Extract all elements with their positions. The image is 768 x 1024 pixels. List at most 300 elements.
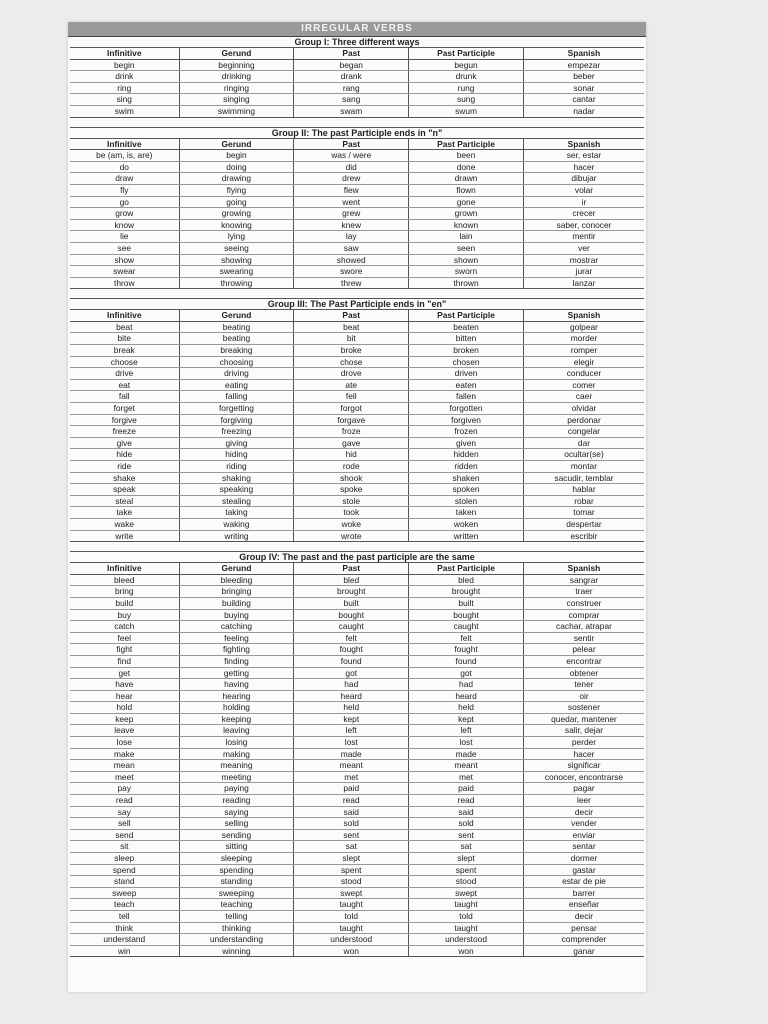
infinitive-cell: write <box>70 530 179 542</box>
infinitive-cell: know <box>70 219 179 231</box>
infinitive-cell: choose <box>70 356 179 368</box>
spanish-cell: mostrar <box>523 254 644 266</box>
table-row <box>70 196 644 208</box>
infinitive-cell: understand <box>70 934 179 946</box>
gerund-cell: feeling <box>179 632 294 644</box>
infinitive-cell: make <box>70 748 179 760</box>
gerund-cell: swimming <box>179 105 294 117</box>
past-cell: sat <box>294 841 409 853</box>
spanish-cell: ganar <box>523 945 644 957</box>
past-participle-cell: known <box>409 219 524 231</box>
group-title: Group III: The Past Participle ends in "en" <box>70 299 644 310</box>
past-participle-cell: fallen <box>409 391 524 403</box>
spanish-cell: sostener <box>523 702 644 714</box>
infinitive-cell: freeze <box>70 426 179 438</box>
infinitive-cell: grow <box>70 208 179 220</box>
spanish-cell: hablar <box>523 484 644 496</box>
infinitive-cell: eat <box>70 379 179 391</box>
past-cell: bit <box>294 333 409 345</box>
table-row <box>70 864 644 876</box>
past-cell: took <box>294 507 409 519</box>
verb-sheet <box>68 22 646 992</box>
spanish-cell: pensar <box>523 922 644 934</box>
gerund-cell: sweeping <box>179 887 294 899</box>
past-participle-cell: spoken <box>409 484 524 496</box>
past-participle-cell: sung <box>409 94 524 106</box>
past-cell: ate <box>294 379 409 391</box>
gerund-cell: leaving <box>179 725 294 737</box>
gerund-cell: giving <box>179 437 294 449</box>
gerund-cell: sitting <box>179 841 294 853</box>
spanish-cell: beber <box>523 71 644 83</box>
past-participle-cell: got <box>409 667 524 679</box>
infinitive-cell: sell <box>70 818 179 830</box>
past-participle-cell: bought <box>409 609 524 621</box>
past-participle-cell: given <box>409 437 524 449</box>
spanish-cell: mentir <box>523 231 644 243</box>
spanish-cell: comer <box>523 379 644 391</box>
past-cell: grew <box>294 208 409 220</box>
table-row <box>70 876 644 888</box>
past-participle-cell: taken <box>409 507 524 519</box>
spanish-cell: jurar <box>523 266 644 278</box>
past-cell: did <box>294 161 409 173</box>
infinitive-header: Infinitive <box>70 139 179 150</box>
infinitive-cell: fight <box>70 644 179 656</box>
table-row <box>70 713 644 725</box>
past-cell: knew <box>294 219 409 231</box>
spanish-cell: traer <box>523 586 644 598</box>
past-cell: wrote <box>294 530 409 542</box>
gerund-cell: sleeping <box>179 853 294 865</box>
past-cell: spoke <box>294 484 409 496</box>
spanish-cell: hacer <box>523 748 644 760</box>
past-cell: woke <box>294 518 409 530</box>
table-row <box>70 574 644 586</box>
spanish-cell: dormer <box>523 853 644 865</box>
spanish-cell: salir, dejar <box>523 725 644 737</box>
gerund-cell: flying <box>179 184 294 196</box>
gerund-header: Gerund <box>179 48 294 59</box>
infinitive-cell: bleed <box>70 574 179 586</box>
spanish-cell: saber, conocer <box>523 219 644 231</box>
past-participle-cell: stood <box>409 876 524 888</box>
infinitive-cell: fly <box>70 184 179 196</box>
spanish-cell: cantar <box>523 94 644 106</box>
group-title: Group IV: The past and the past participle are the same <box>70 552 644 563</box>
infinitive-cell: show <box>70 254 179 266</box>
infinitive-cell: do <box>70 161 179 173</box>
gerund-cell: driving <box>179 368 294 380</box>
past-cell: was / were <box>294 150 409 162</box>
gerund-cell: drinking <box>179 71 294 83</box>
spanish-cell: empezar <box>523 59 644 71</box>
infinitive-cell: build <box>70 597 179 609</box>
past-cell: caught <box>294 621 409 633</box>
gerund-cell: showing <box>179 254 294 266</box>
spanish-cell: leer <box>523 795 644 807</box>
past-participle-cell: taught <box>409 899 524 911</box>
past-cell: beat <box>294 321 409 333</box>
past-cell: sold <box>294 818 409 830</box>
infinitive-cell: spend <box>70 864 179 876</box>
spanish-header: Spanish <box>523 563 644 574</box>
table-row <box>70 853 644 865</box>
table-row <box>70 621 644 633</box>
infinitive-cell: lose <box>70 737 179 749</box>
past-participle-cell: driven <box>409 368 524 380</box>
gerund-cell: throwing <box>179 277 294 289</box>
past-cell: taught <box>294 899 409 911</box>
past-participle-cell: shown <box>409 254 524 266</box>
spanish-cell: dibujar <box>523 173 644 185</box>
infinitive-cell: say <box>70 806 179 818</box>
past-cell: hid <box>294 449 409 461</box>
gerund-cell: finding <box>179 655 294 667</box>
gerund-cell: beginning <box>179 59 294 71</box>
past-participle-cell: built <box>409 597 524 609</box>
spanish-header: Spanish <box>523 139 644 150</box>
past-participle-cell: sat <box>409 841 524 853</box>
past-cell: forgave <box>294 414 409 426</box>
gerund-cell: begin <box>179 150 294 162</box>
past-participle-cell: been <box>409 150 524 162</box>
spanish-cell: robar <box>523 495 644 507</box>
gerund-cell: thinking <box>179 922 294 934</box>
past-participle-cell: gone <box>409 196 524 208</box>
table-row <box>70 403 644 415</box>
past-cell: stole <box>294 495 409 507</box>
gerund-cell: sending <box>179 829 294 841</box>
gerund-cell: forgiving <box>179 414 294 426</box>
gerund-cell: choosing <box>179 356 294 368</box>
table-row <box>70 426 644 438</box>
gerund-cell: fighting <box>179 644 294 656</box>
gerund-header: Gerund <box>179 310 294 321</box>
infinitive-cell: sleep <box>70 853 179 865</box>
past-participle-cell: had <box>409 679 524 691</box>
spanish-cell: gastar <box>523 864 644 876</box>
past-participle-cell: seen <box>409 242 524 254</box>
spanish-cell: ver <box>523 242 644 254</box>
verb-table <box>70 48 644 118</box>
table-row <box>70 690 644 702</box>
past-cell: went <box>294 196 409 208</box>
infinitive-cell: send <box>70 829 179 841</box>
gerund-cell: telling <box>179 910 294 922</box>
past-participle-cell: found <box>409 655 524 667</box>
table-header-row <box>70 139 644 150</box>
past-cell: broke <box>294 345 409 357</box>
gerund-cell: standing <box>179 876 294 888</box>
gerund-cell: spending <box>179 864 294 876</box>
table-row <box>70 922 644 934</box>
gerund-cell: writing <box>179 530 294 542</box>
table-row <box>70 59 644 71</box>
gerund-cell: drawing <box>179 173 294 185</box>
past-participle-cell: meant <box>409 760 524 772</box>
infinitive-cell: bite <box>70 333 179 345</box>
table-row <box>70 94 644 106</box>
infinitive-cell: wake <box>70 518 179 530</box>
past-cell: drew <box>294 173 409 185</box>
table-row <box>70 887 644 899</box>
gerund-cell: breaking <box>179 345 294 357</box>
past-cell: understood <box>294 934 409 946</box>
table-row <box>70 632 644 644</box>
gerund-cell: freezing <box>179 426 294 438</box>
gerund-cell: knowing <box>179 219 294 231</box>
table-row <box>70 484 644 496</box>
infinitive-cell: fall <box>70 391 179 403</box>
gerund-cell: going <box>179 196 294 208</box>
past-participle-cell: ridden <box>409 461 524 473</box>
past-cell: rang <box>294 82 409 94</box>
past-participle-header: Past Participle <box>409 563 524 574</box>
infinitive-cell: lie <box>70 231 179 243</box>
past-participle-cell: bled <box>409 574 524 586</box>
gerund-cell: selling <box>179 818 294 830</box>
spanish-cell: enseñar <box>523 899 644 911</box>
gerund-header: Gerund <box>179 563 294 574</box>
past-participle-cell: chosen <box>409 356 524 368</box>
spanish-cell: montar <box>523 461 644 473</box>
table-row <box>70 219 644 231</box>
table-header-row <box>70 310 644 321</box>
past-cell: forgot <box>294 403 409 415</box>
table-row <box>70 518 644 530</box>
infinitive-cell: keep <box>70 713 179 725</box>
past-header: Past <box>294 563 409 574</box>
past-participle-cell: stolen <box>409 495 524 507</box>
infinitive-cell: swim <box>70 105 179 117</box>
past-participle-cell: spent <box>409 864 524 876</box>
past-participle-cell: paid <box>409 783 524 795</box>
past-cell: sent <box>294 829 409 841</box>
infinitive-cell: read <box>70 795 179 807</box>
gerund-header: Gerund <box>179 139 294 150</box>
past-participle-cell: bitten <box>409 333 524 345</box>
spanish-cell: enviar <box>523 829 644 841</box>
past-participle-cell: swum <box>409 105 524 117</box>
gerund-cell: losing <box>179 737 294 749</box>
spanish-cell: despertar <box>523 518 644 530</box>
spanish-cell: decir <box>523 806 644 818</box>
infinitive-cell: throw <box>70 277 179 289</box>
gerund-cell: swearing <box>179 266 294 278</box>
table-row <box>70 333 644 345</box>
past-participle-cell: hidden <box>409 449 524 461</box>
past-cell: threw <box>294 277 409 289</box>
group-title: Group I: Three different ways <box>70 37 644 48</box>
past-cell: had <box>294 679 409 691</box>
gerund-cell: having <box>179 679 294 691</box>
table-row <box>70 507 644 519</box>
table-row <box>70 379 644 391</box>
table-row <box>70 414 644 426</box>
infinitive-cell: ride <box>70 461 179 473</box>
spanish-cell: oir <box>523 690 644 702</box>
past-participle-cell: sworn <box>409 266 524 278</box>
gerund-cell: keeping <box>179 713 294 725</box>
infinitive-cell: shake <box>70 472 179 484</box>
table-row <box>70 679 644 691</box>
table-row <box>70 231 644 243</box>
infinitive-cell: buy <box>70 609 179 621</box>
past-participle-cell: told <box>409 910 524 922</box>
past-cell: bought <box>294 609 409 621</box>
spanish-cell: decir <box>523 910 644 922</box>
past-participle-cell: sold <box>409 818 524 830</box>
gerund-cell: paying <box>179 783 294 795</box>
infinitive-cell: win <box>70 945 179 957</box>
verb-table <box>70 139 644 290</box>
gerund-cell: doing <box>179 161 294 173</box>
past-cell: showed <box>294 254 409 266</box>
verb-table <box>70 563 644 957</box>
spanish-cell: vender <box>523 818 644 830</box>
table-row <box>70 586 644 598</box>
table-row <box>70 254 644 266</box>
past-participle-cell: eaten <box>409 379 524 391</box>
past-participle-cell: kept <box>409 713 524 725</box>
table-row <box>70 277 644 289</box>
past-participle-cell: drawn <box>409 173 524 185</box>
past-participle-cell: rung <box>409 82 524 94</box>
spanish-cell: elegir <box>523 356 644 368</box>
group-title: Group II: The past Participle ends in "n" <box>70 128 644 139</box>
spanish-cell: dar <box>523 437 644 449</box>
infinitive-cell: catch <box>70 621 179 633</box>
spanish-header: Spanish <box>523 48 644 59</box>
gerund-cell: holding <box>179 702 294 714</box>
past-participle-cell: thrown <box>409 277 524 289</box>
past-participle-cell: said <box>409 806 524 818</box>
past-cell: swam <box>294 105 409 117</box>
spanish-cell: nadar <box>523 105 644 117</box>
spanish-cell: escribir <box>523 530 644 542</box>
table-row <box>70 345 644 357</box>
past-cell: met <box>294 771 409 783</box>
past-cell: flew <box>294 184 409 196</box>
spanish-cell: volar <box>523 184 644 196</box>
past-cell: bled <box>294 574 409 586</box>
gerund-cell: beating <box>179 321 294 333</box>
gerund-cell: getting <box>179 667 294 679</box>
infinitive-cell: swear <box>70 266 179 278</box>
past-participle-cell: grown <box>409 208 524 220</box>
table-row <box>70 161 644 173</box>
past-participle-cell: slept <box>409 853 524 865</box>
table-row <box>70 368 644 380</box>
table-row <box>70 910 644 922</box>
spanish-cell: sangrar <box>523 574 644 586</box>
spanish-cell: pagar <box>523 783 644 795</box>
spanish-cell: lanzar <box>523 277 644 289</box>
infinitive-header: Infinitive <box>70 48 179 59</box>
infinitive-cell: teach <box>70 899 179 911</box>
past-cell: paid <box>294 783 409 795</box>
spanish-cell: olvidar <box>523 403 644 415</box>
infinitive-cell: sit <box>70 841 179 853</box>
past-cell: heard <box>294 690 409 702</box>
table-row <box>70 748 644 760</box>
past-cell: rode <box>294 461 409 473</box>
past-cell: froze <box>294 426 409 438</box>
past-participle-cell: forgotten <box>409 403 524 415</box>
infinitive-cell: pay <box>70 783 179 795</box>
table-row <box>70 437 644 449</box>
infinitive-cell: stand <box>70 876 179 888</box>
gerund-cell: saying <box>179 806 294 818</box>
gerund-cell: building <box>179 597 294 609</box>
past-cell: told <box>294 910 409 922</box>
gerund-cell: meeting <box>179 771 294 783</box>
past-cell: got <box>294 667 409 679</box>
past-participle-cell: fought <box>409 644 524 656</box>
past-cell: swore <box>294 266 409 278</box>
spanish-cell: ser, estar <box>523 150 644 162</box>
gerund-cell: falling <box>179 391 294 403</box>
infinitive-cell: leave <box>70 725 179 737</box>
past-cell: gave <box>294 437 409 449</box>
infinitive-cell: sweep <box>70 887 179 899</box>
spanish-cell: tomar <box>523 507 644 519</box>
spanish-cell: ocultar(se) <box>523 449 644 461</box>
table-row <box>70 184 644 196</box>
table-row <box>70 644 644 656</box>
infinitive-cell: be (am, is, are) <box>70 150 179 162</box>
infinitive-cell: break <box>70 345 179 357</box>
infinitive-cell: find <box>70 655 179 667</box>
past-cell: made <box>294 748 409 760</box>
spanish-cell: sonar <box>523 82 644 94</box>
past-cell: spent <box>294 864 409 876</box>
group-separator <box>70 118 644 128</box>
table-row <box>70 266 644 278</box>
table-row <box>70 391 644 403</box>
past-header: Past <box>294 48 409 59</box>
past-cell: brought <box>294 586 409 598</box>
past-cell: taught <box>294 922 409 934</box>
table-row <box>70 806 644 818</box>
table-row <box>70 667 644 679</box>
page-title: IRREGULAR VERBS <box>68 22 646 37</box>
infinitive-cell: bring <box>70 586 179 598</box>
past-cell: read <box>294 795 409 807</box>
table-row <box>70 702 644 714</box>
gerund-cell: bleeding <box>179 574 294 586</box>
infinitive-header: Infinitive <box>70 563 179 574</box>
spanish-cell: quedar, mantener <box>523 713 644 725</box>
table-row <box>70 829 644 841</box>
table-row <box>70 472 644 484</box>
past-header: Past <box>294 139 409 150</box>
table-row <box>70 737 644 749</box>
gerund-cell: taking <box>179 507 294 519</box>
table-row <box>70 945 644 957</box>
infinitive-cell: draw <box>70 173 179 185</box>
table-row <box>70 242 644 254</box>
spanish-header: Spanish <box>523 310 644 321</box>
table-row <box>70 150 644 162</box>
past-cell: lost <box>294 737 409 749</box>
past-cell: chose <box>294 356 409 368</box>
past-participle-cell: held <box>409 702 524 714</box>
table-row <box>70 725 644 737</box>
spanish-cell: crecer <box>523 208 644 220</box>
past-cell: began <box>294 59 409 71</box>
